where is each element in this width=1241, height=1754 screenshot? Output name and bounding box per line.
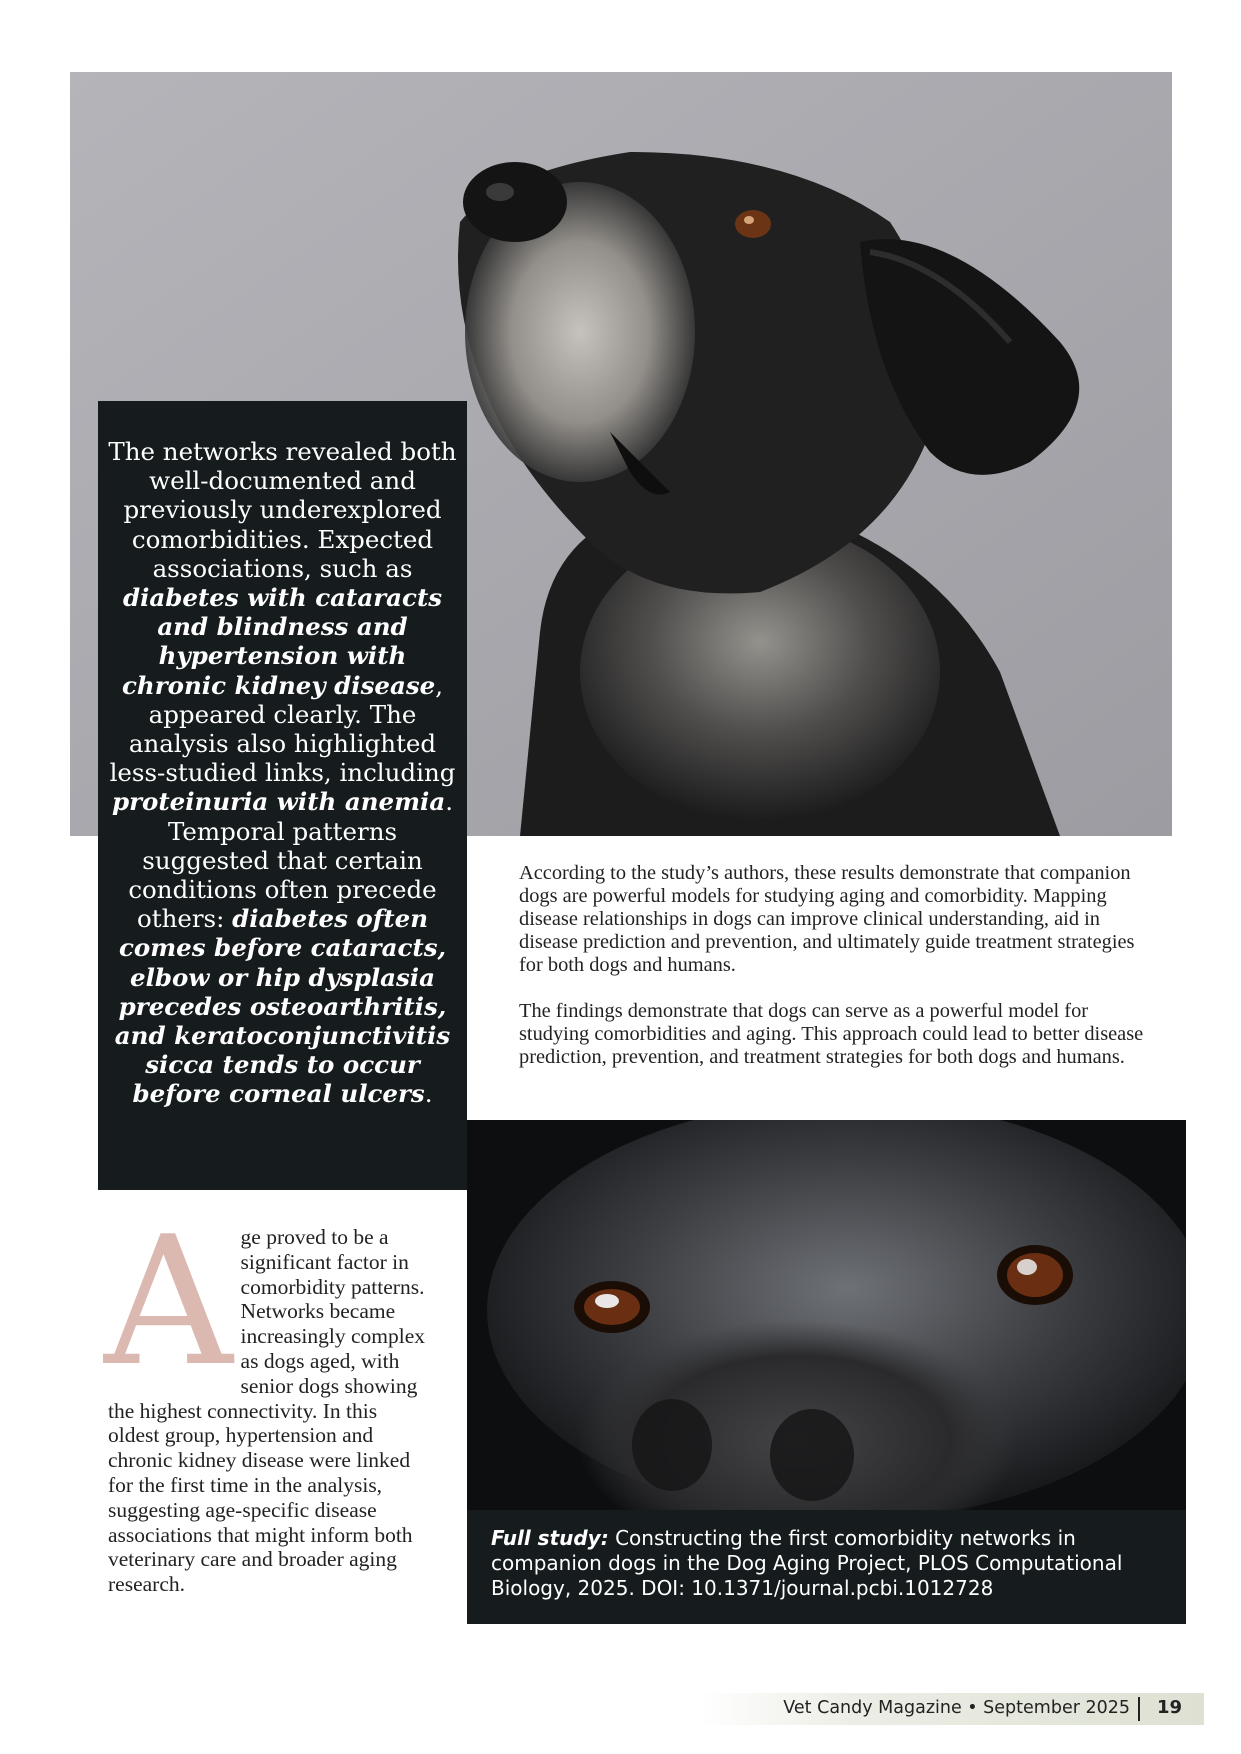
body-paragraph: The findings demonstrate that dogs can serve as a powerful model for studying comorbidities and aging. This approach could lead to better disease prediction, prevention, and treatment strategies for both dogs and humans. <box>519 1000 1144 1068</box>
caption-label: Full study: <box>491 1526 609 1550</box>
footer-publication: Vet Candy Magazine • September 2025 <box>783 1698 1130 1718</box>
caption-text: Constructing the first comorbidity networks in companion dogs in the Dog Aging Project, PLOS Computational Biology, 2025. DOI: 10.1371/journal.pcbi.1012728 <box>491 1526 1123 1600</box>
dog-closeup-illustration <box>467 1120 1186 1510</box>
pull-quote-emphasis: diabetes with cataracts and blindness and hypertension with chronic kidney disease <box>122 583 443 700</box>
pull-quote-text: . Temporal patterns suggested that certain conditions often precede others: <box>128 787 454 934</box>
footer-divider <box>1138 1697 1140 1721</box>
left-column <box>104 1198 428 1597</box>
body-paragraph: According to the study’s authors, these results demonstrate that companion dogs are powerful models for studying aging and comorbidity. Mapping disease relationships in dogs can improve clinical understanding, aid in disease prediction and prevention, and ultimately guide treatment strategies for both dogs and humans. <box>519 862 1135 976</box>
page-number: 19 <box>1156 1697 1182 1718</box>
drop-cap: A <box>104 1198 233 1405</box>
body-paragraph: ge proved to be a significant factor in comorbidity patterns. Networks became increasingly complex as dogs aged, with senior dogs showing the highest connectivity. In this oldest group, hypertension and chronic kidney disease were linked for the first time in the analysis, suggesting age-specific disease associations that might inform both veterinary care and broader aging research. <box>108 1225 426 1597</box>
right-column <box>519 862 1144 1092</box>
pull-quote-text: . <box>424 1079 433 1109</box>
pull-quote-emphasis: proteinuria with anemia <box>111 787 446 817</box>
pull-quote-panel <box>98 401 467 1190</box>
page-footer <box>700 1693 1204 1725</box>
pull-quote-text: The networks revealed both well-documented and previously underexplored comorbidities. Expected associations, such as <box>108 437 457 583</box>
pull-quote-emphasis: diabetes often comes before cataracts, elbow or hip dysplasia precedes osteoarthritis, and keratoconjunctivitis sicca tends to occur before corneal ulcers <box>114 904 451 1109</box>
pull-quote-text: , appeared clearly. The analysis also highlighted less-studied links, including <box>109 670 456 788</box>
dog-closeup-photo <box>467 1120 1186 1510</box>
study-caption <box>467 1510 1186 1624</box>
